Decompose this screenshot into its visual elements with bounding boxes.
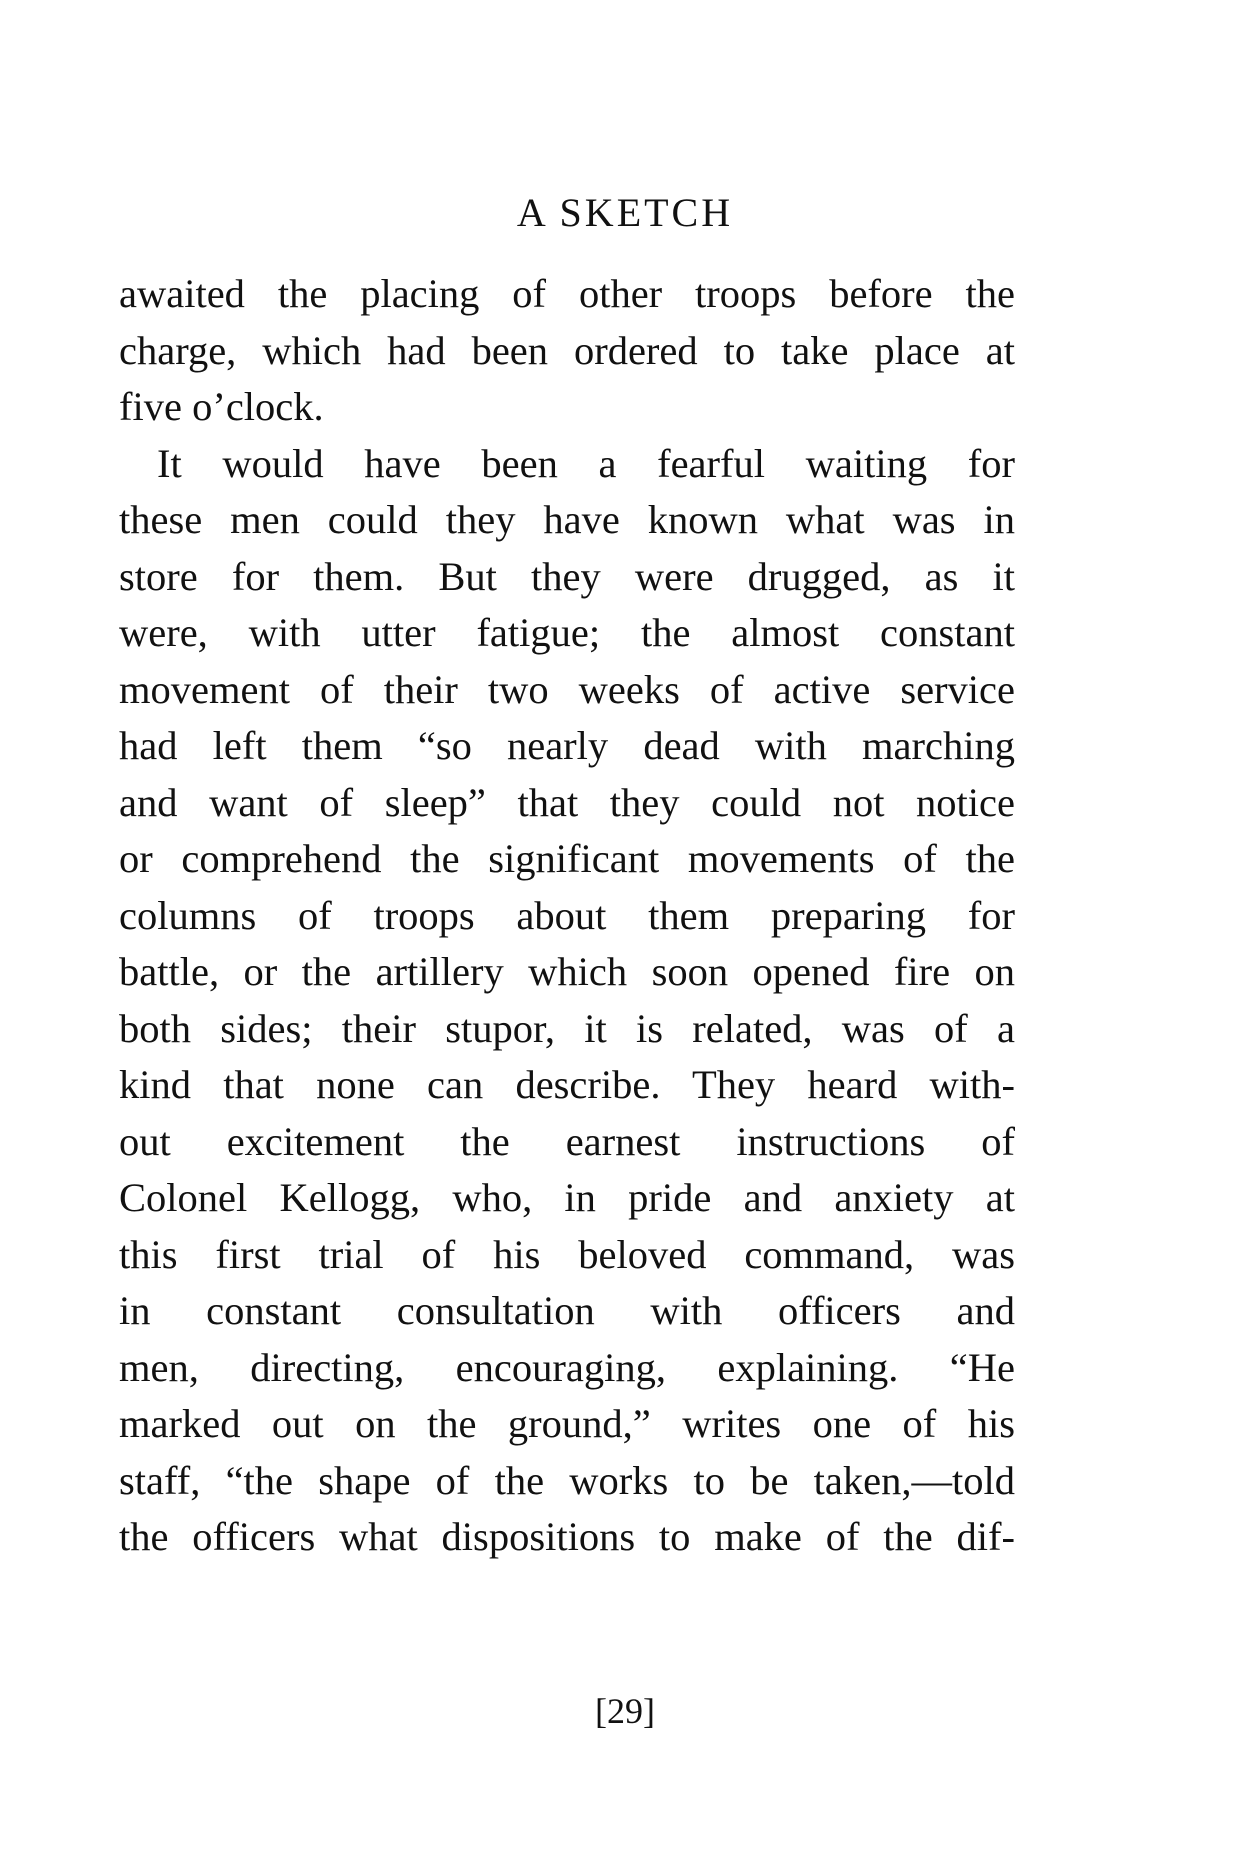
text-line: both sides; their stupor, it is related, was of a	[119, 1005, 1015, 1051]
body-text	[119, 266, 1015, 1566]
text-line: these men could they have known what was in	[119, 497, 1015, 542]
text-line: out excitement the earnest instructions of	[119, 1118, 1015, 1164]
text-line: battle, or the artillery which soon opened fire on	[119, 949, 1015, 994]
text-line: the officers what dispositions to make of the dif-	[119, 1514, 1015, 1559]
text-line: had left them “so nearly dead with marching	[119, 723, 1015, 768]
text-line: staff, “the shape of the works to be taken,—told	[119, 1457, 1015, 1503]
text-line: awaited the placing of other troops before the	[119, 271, 1015, 316]
text-line: movement of their two weeks of active service	[119, 666, 1015, 712]
running-head: A SKETCH	[516, 190, 734, 235]
text-line: in constant consultation with officers and	[119, 1288, 1015, 1333]
text-line: It would have been a fearful waiting for	[157, 440, 1015, 486]
text-line: or comprehend the significant movements of the	[119, 836, 1015, 881]
text-line: kind that none can describe. They heard with-	[119, 1062, 1015, 1107]
text-line: and want of sleep” that they could not notice	[119, 779, 1015, 825]
text-line: men, directing, encouraging, explaining. “He	[119, 1344, 1015, 1390]
text-line: store for them. But they were drugged, as it	[119, 553, 1015, 599]
text-line: columns of troops about them preparing for	[119, 892, 1015, 938]
text-line: marked out on the ground,” writes one of his	[119, 1401, 1015, 1446]
text-line: charge, which had been ordered to take place at	[119, 327, 1015, 373]
page-number: [29]	[595, 1691, 655, 1731]
text-line: were, with utter fatigue; the almost constant	[119, 610, 1015, 655]
text-line: Colonel Kellogg, who, in pride and anxiety at	[119, 1175, 1015, 1220]
text-line: five o’clock.	[119, 384, 324, 429]
text-line: this first trial of his beloved command, was	[119, 1231, 1015, 1277]
